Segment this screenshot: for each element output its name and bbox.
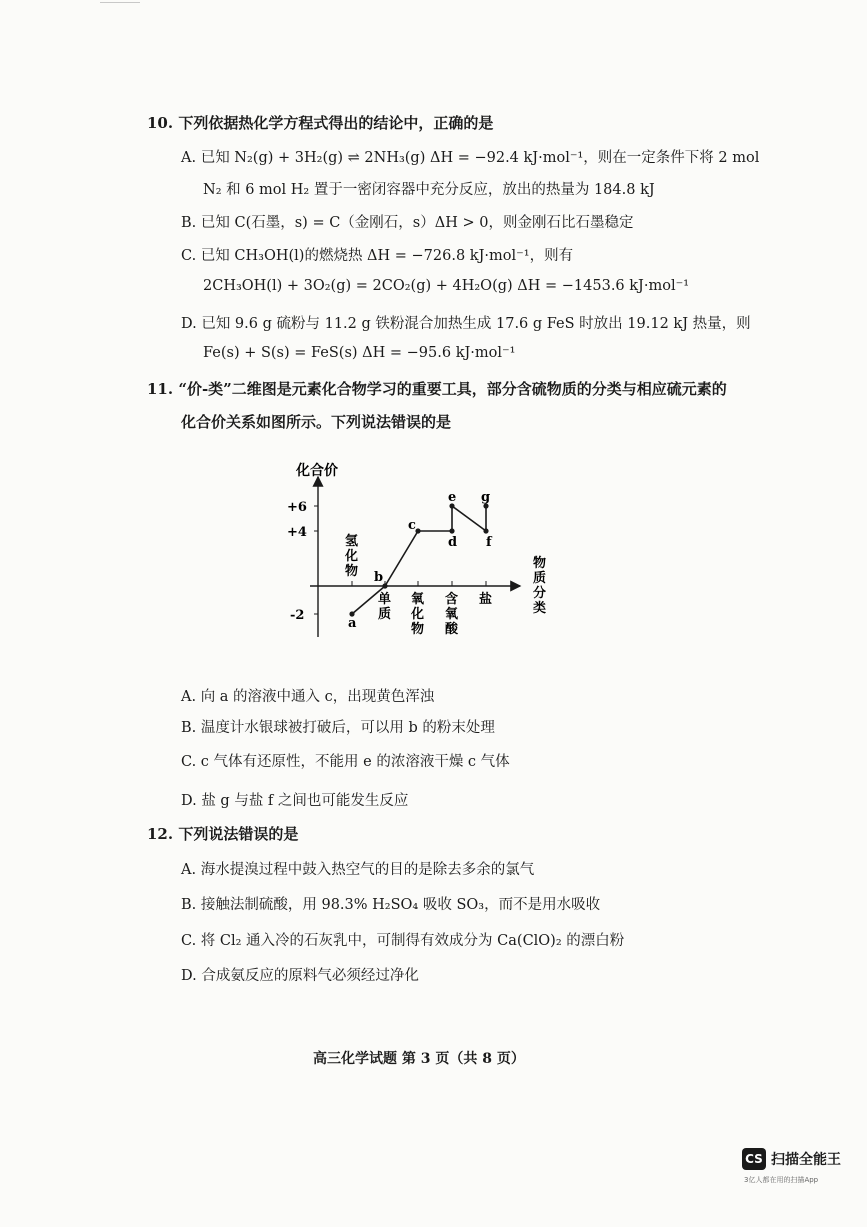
q10-option-c-line1: C. 已知 CH₃OH(l)的燃烧热 ΔH = −726.8 kJ·mol⁻¹，则有 [181, 248, 574, 264]
y-tick-plus4: +4 [287, 525, 307, 540]
label-b: b [374, 570, 384, 585]
camscanner-name: 扫描全能王 [771, 1152, 841, 1168]
point-c [415, 528, 420, 533]
q10-option-d-line1: D. 已知 9.6 g 硫粉与 11.2 g 铁粉混合加热生成 17.6 g FeS 时放出 19.12 kJ 热量，则 [181, 316, 751, 332]
label-c: c [408, 518, 416, 533]
y-axis-label: 化合价 [296, 463, 338, 479]
q12-option-c: C. 将 Cl₂ 通入冷的石灰乳中，可制得有效成分为 Ca(ClO)₂ 的漂白粉 [181, 933, 625, 949]
category-oxide: 氧化物 [411, 592, 425, 637]
q12-option-b: B. 接触法制硫酸，用 98.3% H₂SO₄ 吸收 SO₃，而不是用水吸收 [181, 897, 601, 913]
category-element: 单质 [378, 592, 392, 622]
point-f [483, 528, 488, 533]
category-oxyacid: 含氧酸 [445, 592, 459, 637]
category-salt: 盐 [479, 592, 493, 607]
label-f: f [486, 535, 492, 550]
scan-edge-line [100, 2, 140, 3]
category-hydride: 氢化物 [345, 534, 359, 579]
x-axis-label: 物质分类 [533, 556, 547, 616]
q12-option-d: D. 合成氨反应的原料气必须经过净化 [181, 968, 419, 984]
label-d: d [448, 535, 458, 550]
label-e: e [448, 490, 457, 505]
page-footer: 高三化学试题 第 3 页（共 8 页） [313, 1051, 525, 1067]
q10-option-a-line2: N₂ 和 6 mol H₂ 置于一密闭容器中充分反应，放出的热量为 184.8 kJ [203, 182, 655, 198]
camscanner-tagline: 3亿人都在用的扫描App [744, 1176, 819, 1184]
q12-stem: 12. 下列说法错误的是 [147, 825, 299, 843]
valence-class-diagram [270, 455, 570, 645]
y-tick-minus2: -2 [290, 608, 305, 623]
valence-path [352, 531, 452, 614]
q11-option-a: A. 向 a 的溶液中通入 c，出现黄色浑浊 [181, 689, 435, 705]
q10-option-d-line2: Fe(s) + S(s) = FeS(s) ΔH = −95.6 kJ·mol⁻¹ [203, 345, 516, 361]
q10-option-b: B. 已知 C(石墨，s) = C（金刚石，s）ΔH > 0，则金刚石比石墨稳定 [181, 215, 634, 231]
point-d [449, 528, 454, 533]
q11-stem-line1: 11. “价-类”二维图是元素化合物学习的重要工具，部分含硫物质的分类与相应硫元素的 [147, 380, 727, 398]
q11-stem-line2: 化合价关系如图所示。下列说法错误的是 [181, 413, 452, 431]
q11-option-d: D. 盐 g 与盐 f 之间也可能发生反应 [181, 793, 409, 809]
q10-stem: 10. 下列依据热化学方程式得出的结论中，正确的是 [147, 114, 494, 132]
q12-option-a: A. 海水提溴过程中鼓入热空气的目的是除去多余的氯气 [181, 862, 535, 878]
q11-option-c: C. c 气体有还原性，不能用 e 的浓溶液干燥 c 气体 [181, 754, 510, 770]
q10-option-a-line1: A. 已知 N₂(g) + 3H₂(g) ⇌ 2NH₃(g) ΔH = −92.4 kJ·mol⁻¹，则在一定条件下将 2 mol [181, 150, 760, 166]
q10-option-c-line2: 2CH₃OH(l) + 3O₂(g) = 2CO₂(g) + 4H₂O(g) ΔH = −1453.6 kJ·mol⁻¹ [203, 278, 690, 294]
label-g: g [481, 490, 491, 505]
camscanner-logo-icon: CS [742, 1148, 766, 1170]
point-b [382, 583, 387, 588]
label-a: a [348, 616, 357, 631]
q11-option-b: B. 温度计水银球被打破后，可以用 b 的粉末处理 [181, 720, 495, 736]
y-tick-plus6: +6 [287, 500, 307, 515]
